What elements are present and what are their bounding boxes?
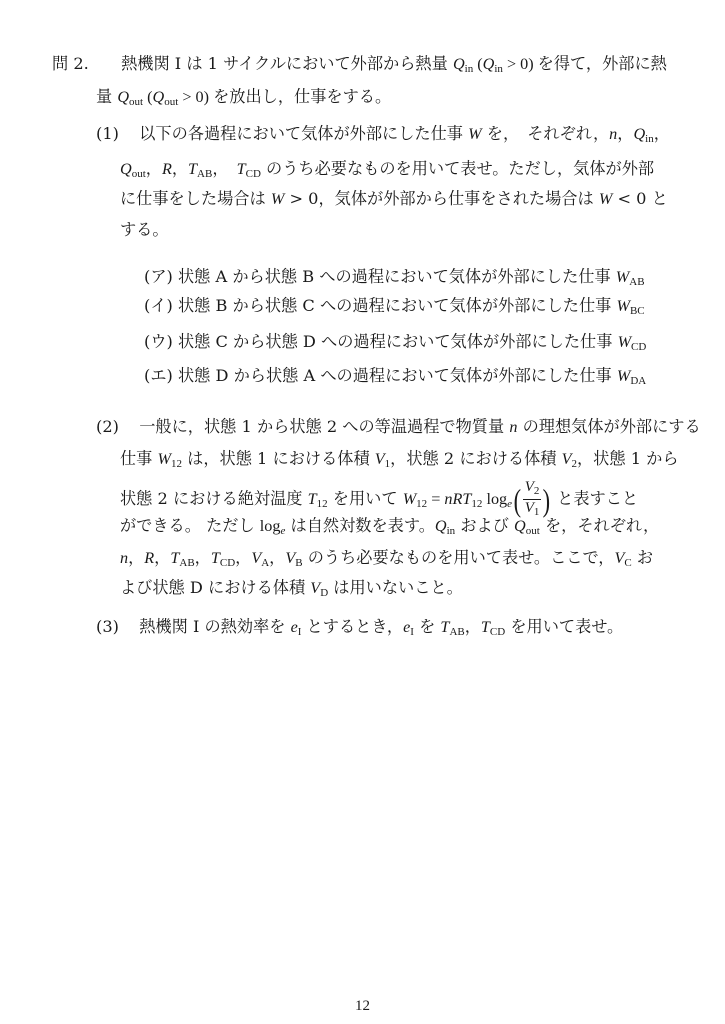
subq3-label: (3) [96, 617, 119, 636]
volume-ratio-fraction: $\frac{V_2}{V_1}$ [524, 479, 540, 518]
subq1-item-a: (ア) 状態 A から状態 B への過程において気体が外部にした仕事 $W_{AB}$ [144, 267, 645, 288]
subq1-line-3: に仕事をした場合は W > 0，気体が外部から仕事をされた場合は W < 0 と [120, 189, 668, 208]
subq1-item-d: (エ) 状態 D から状態 A への過程において気体が外部にした仕事 $W_{DA}$ [144, 366, 647, 387]
question-number: 問 2. [52, 54, 89, 73]
subq2-line-1: (2) 一般に，状態 1 から状態 2 への等温過程で物質量 n の理想気体が外部にする [96, 417, 701, 436]
page-number: 12 [355, 998, 370, 1014]
subq1-line-4: する。 [120, 220, 169, 239]
subq2-line-6: よび状態 D における体積 $V_D$ は用いないこと。 [120, 578, 463, 599]
question-line-1: 問 2. 熱機関 I は 1 サイクルにおいて外部から熱量 $Q_{in}$ $(Q_{in} > 0)$ を得て，外部に熱 [52, 54, 667, 75]
subq2-line-4: ができる。 ただし $\log_e$ は自然対数を表す。$Q_{in}$ および $Q_{out}$ を，それぞれ， [120, 516, 660, 537]
subq1-line-2: $Q_{out}$，R，$T_{AB}$， $T_{CD}$ のうち必要なものを用いて表せ。ただし，気体が外部 [120, 159, 655, 180]
subq2-line-3: 状態 2 における絶対温度 $T_{12}$ を用いて $W_{12} = nRT_{12}$ $\log_e$( $\frac{V_2}{V_1}$ ) と表すこと [120, 479, 639, 518]
subq2-line-2: 仕事 $W_{12}$ は，状態 1 における体積 $V_1$，状態 2 における体積 $V_2$，状態 1 から [120, 449, 679, 470]
subq2-label: (2) [96, 417, 119, 436]
subq1-item-c: (ウ) 状態 C から状態 D への過程において気体が外部にした仕事 $W_{CD}$ [144, 332, 647, 353]
subq3-line-1: (3) 熱機関 I の熱効率を $e_I$ とするとき，$e_I$ を $T_{AB}$，$T_{CD}$ を用いて表せ。 [96, 617, 624, 638]
subq1-line-1: (1) 以下の各過程において気体が外部にした仕事 W を， それぞれ，n，$Q_{in}$， [96, 124, 670, 145]
subq2-line-5: n，R，$T_{AB}$，$T_{CD}$，$V_A$，$V_B$ のうち必要なものを用いて表せ。ここで，$V_C$ お [120, 548, 654, 569]
subq1-item-b: (イ) 状態 B から状態 C への過程において気体が外部にした仕事 $W_{BC}$ [144, 296, 645, 317]
question-line-2: 量 $Q_{out}$ $(Q_{out} > 0)$ を放出し，仕事をする。 [96, 87, 392, 108]
subq1-label: (1) [96, 124, 119, 143]
